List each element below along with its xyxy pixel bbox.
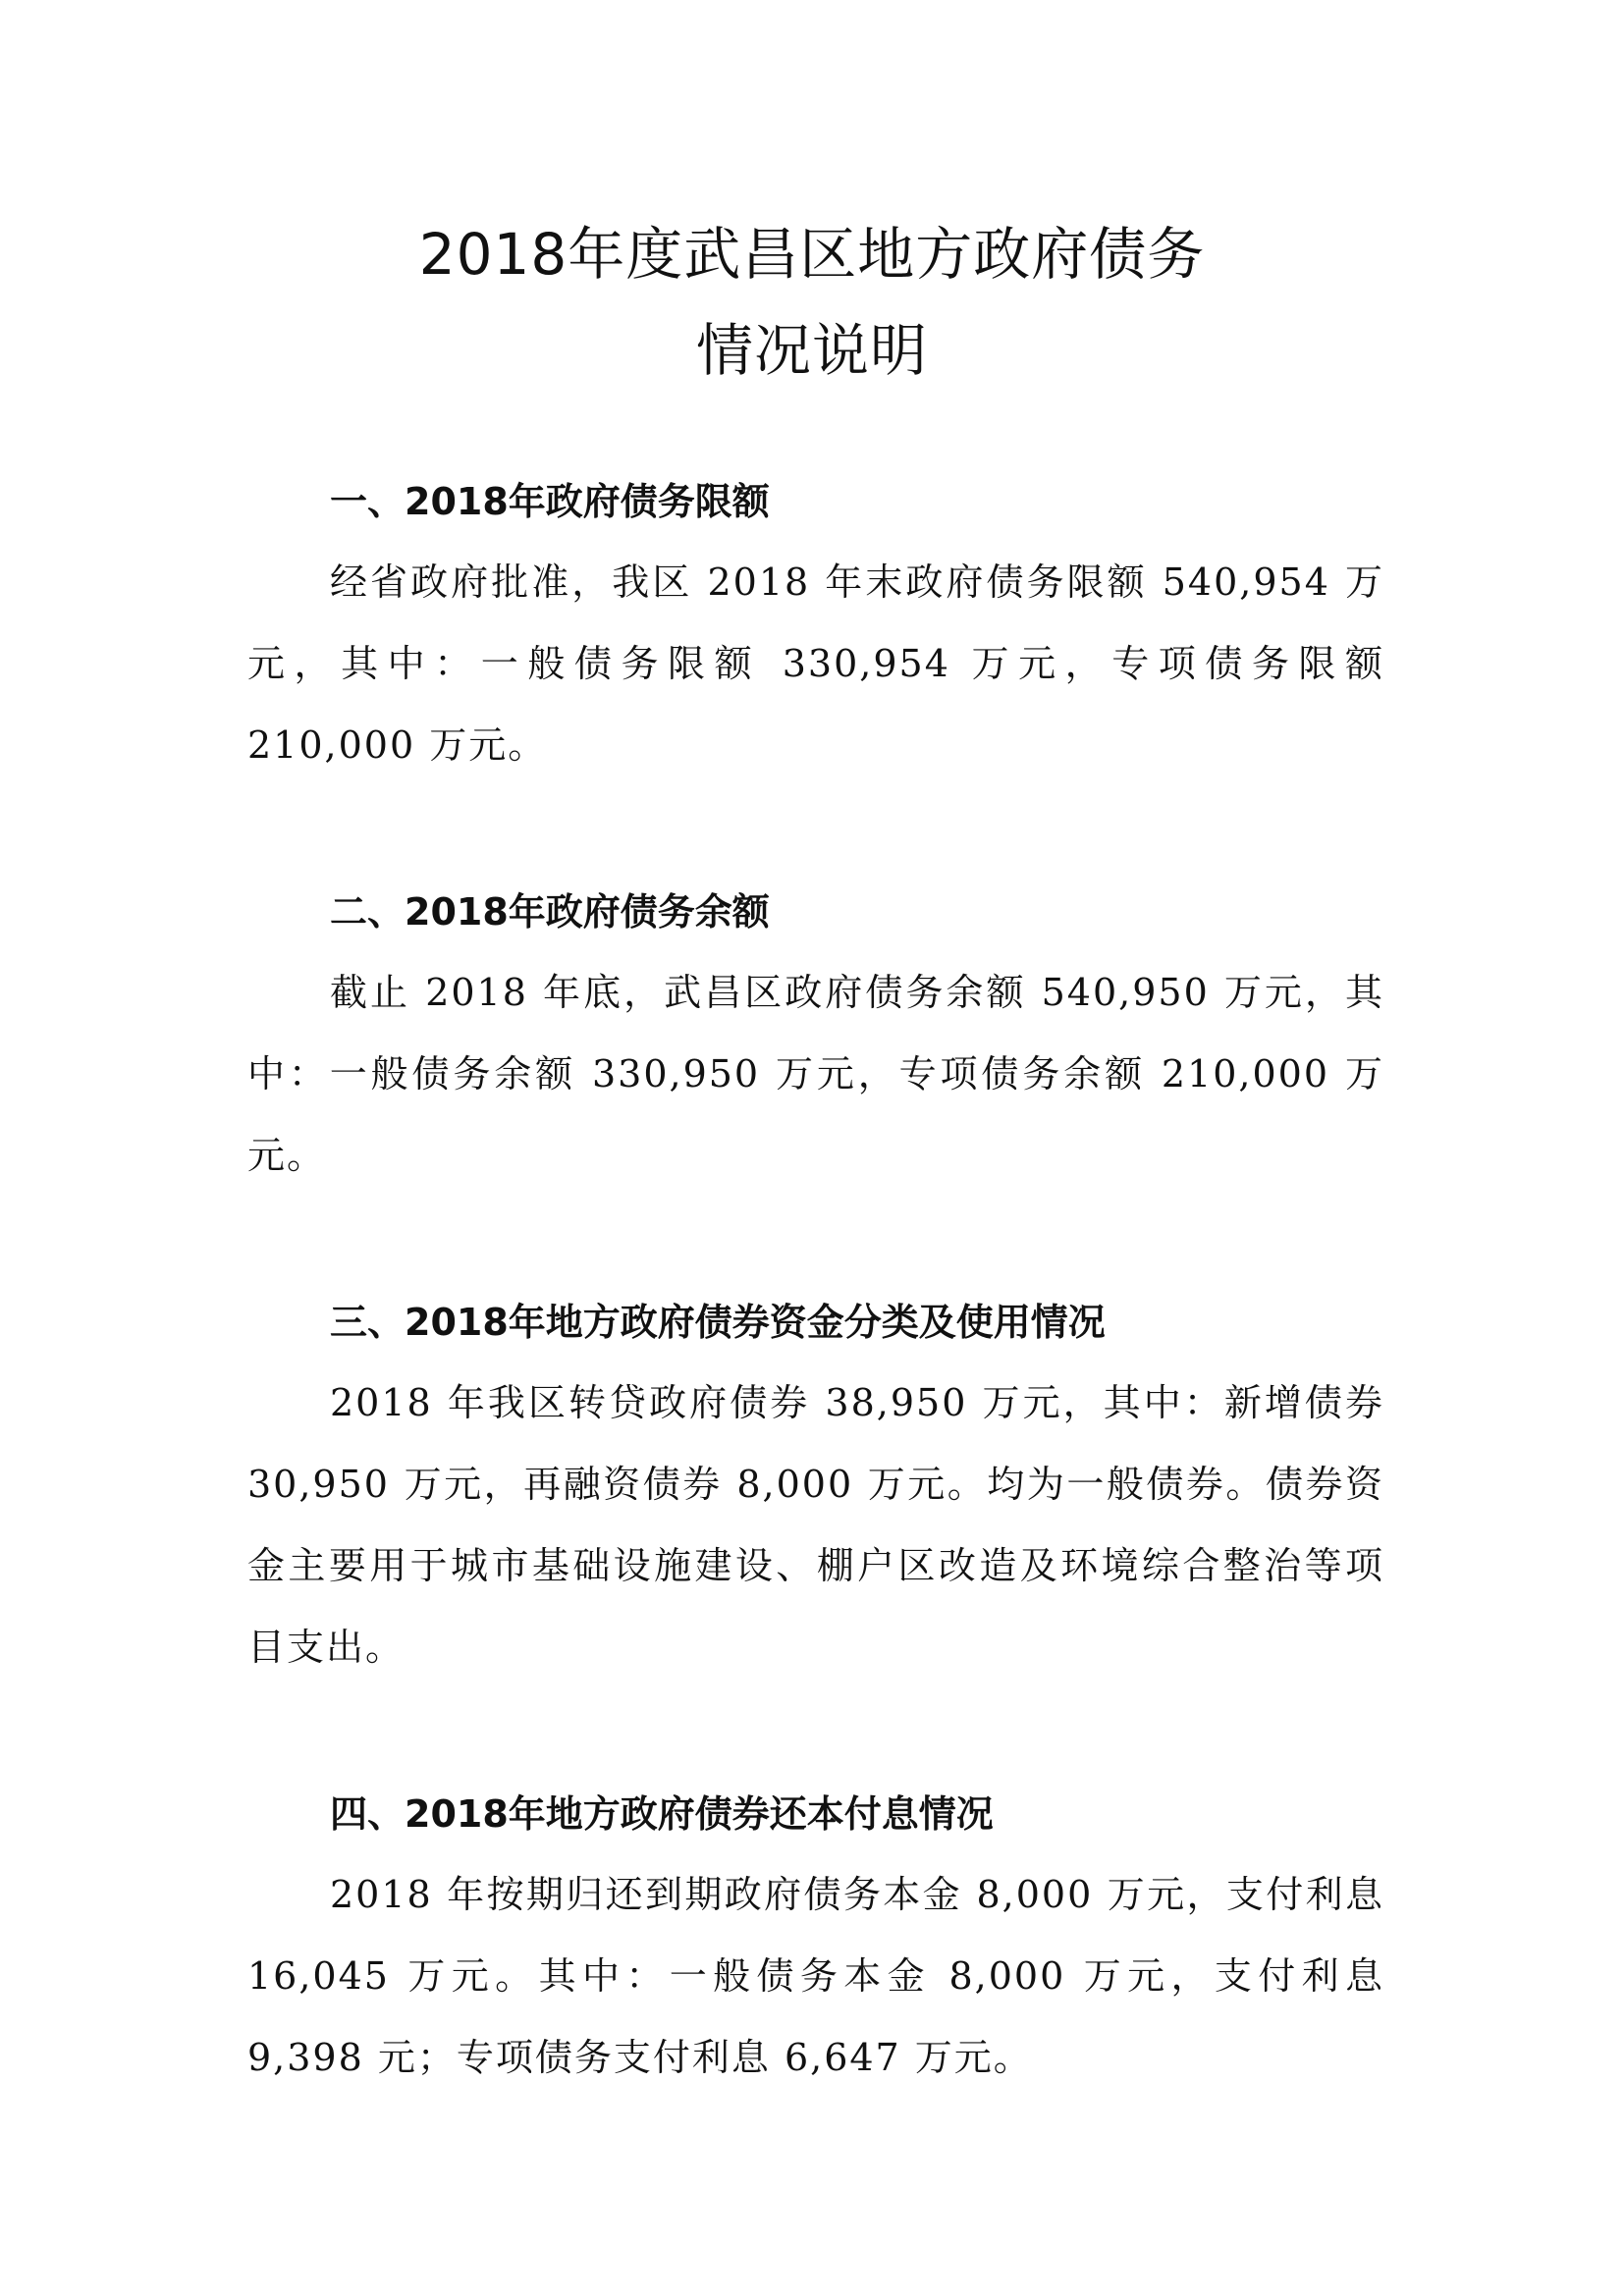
section-debt-limit [247, 467, 1384, 786]
section-heading: 一、2018年政府债务限额 [330, 480, 770, 523]
section-paragraph: 经省政府批准，我区 2018 年末政府债务限额 540,954 万元，其中：一般债务限额 330,954 万元，专项债务限额 210,000 万元。 [247, 561, 1384, 767]
section-bond-usage [247, 1288, 1384, 1688]
title-line-2: 情况说明 [695, 317, 928, 384]
section-paragraph: 截止 2018 年底，武昌区政府债务余额 540,950 万元，其中：一般债务余额 330,950 万元，专项债务余额 210,000 万元。 [247, 971, 1384, 1177]
section-heading: 三、2018年地方政府债券资金分类及使用情况 [330, 1301, 1106, 1344]
section-heading: 四、2018年地方政府债券还本付息情况 [330, 1792, 994, 1836]
section-paragraph: 2018 年我区转贷政府债券 38,950 万元，其中：新增债券 30,950 万元，再融资债券 8,000 万元。均为一般债券。债券资金主要用于城市基础设施建设、棚户区改造及环境综合整治等项目支出。 [247, 1381, 1384, 1669]
section-heading: 二、2018年政府债务余额 [330, 890, 770, 934]
section-paragraph: 2018 年按期归还到期政府债务本金 8,000 万元，支付利息 16,045 万元。其中：一般债务本金 8,000 万元，支付利息 9,398 元；专项债务支付利息 6,647 万元。 [247, 1873, 1384, 2079]
section-debt-balance [247, 878, 1384, 1197]
section-repayment [247, 1780, 1384, 2099]
title-line-1: 2018年度武昌区地方政府债务 [418, 221, 1206, 288]
document-title [0, 206, 1624, 399]
